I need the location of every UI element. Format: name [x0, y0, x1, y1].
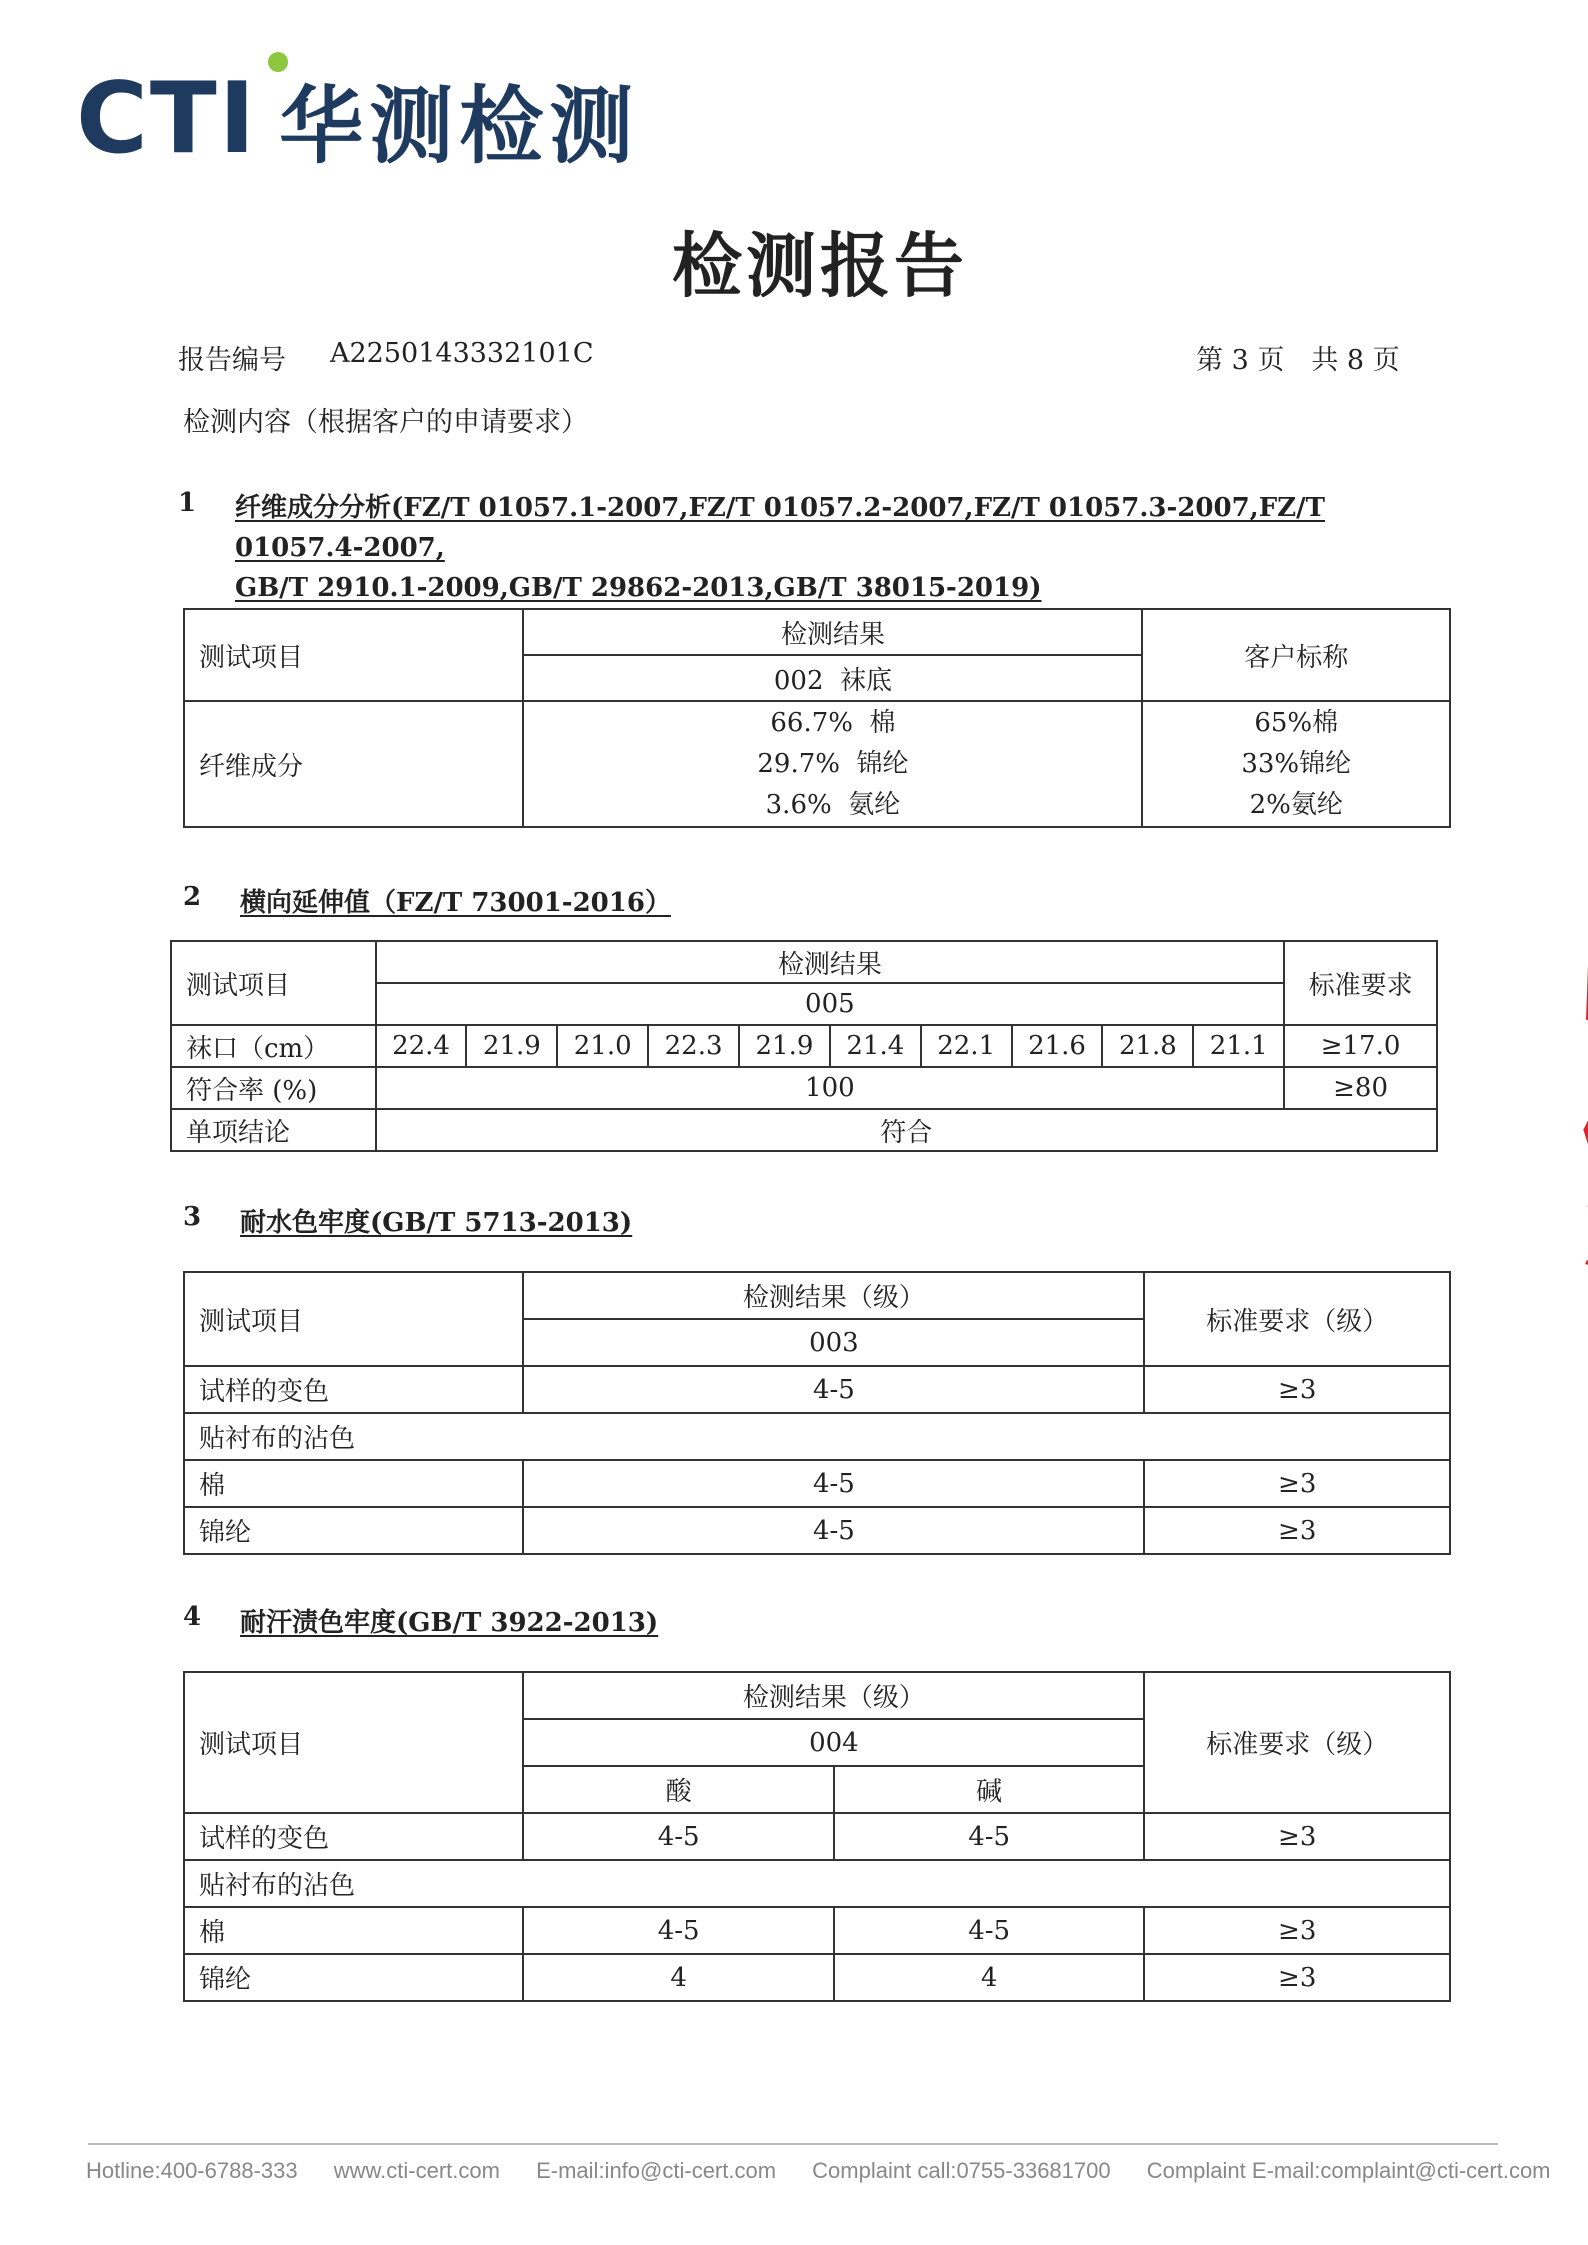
footer-complaint-call: Complaint call:0755-33681700 — [812, 2158, 1111, 2183]
page-title: 检测报告 — [672, 224, 968, 307]
s3-row-label: 棉 — [184, 1460, 523, 1507]
s3-h-sample: 003 — [523, 1319, 1144, 1366]
section1-title-line1: 纤维成分分析(FZ/T 01057.1-2007,FZ/T 01057.2-2007,FZ/T 01057.3-2007,FZ/T 01057.4-2007, — [235, 493, 1325, 563]
s4-row-acid: 4-5 — [523, 1907, 833, 1954]
logo-cti-text: CTI — [76, 62, 258, 176]
section3-title — [240, 1202, 632, 1239]
s2-row1-label: 袜口（cm） — [171, 1025, 376, 1067]
s1-claim-nylon: 33%锦纶 — [1241, 748, 1352, 779]
s1-claim-cotton: 65%棉 — [1254, 707, 1339, 738]
section3-table — [183, 1271, 1451, 1555]
s3-row-std: ≥3 — [1144, 1507, 1450, 1554]
s2-row3-label: 单项结论 — [171, 1109, 376, 1151]
content-intro: 检测内容（根据客户的申请要求） — [183, 407, 588, 438]
logo-chinese-text: 华测检测 — [279, 77, 640, 175]
s3-row-label: 贴衬布的沾色 — [184, 1413, 1450, 1460]
section2-number: 2 — [183, 882, 202, 912]
s3-row-value: 4-5 — [523, 1460, 1144, 1507]
s2-row1-value: 22.1 — [921, 1025, 1012, 1067]
s2-row1-value: 21.4 — [830, 1025, 921, 1067]
s2-h-std: 标准要求 — [1284, 941, 1437, 1025]
footer-hotline: Hotline:400-6788-333 — [86, 2158, 298, 2183]
s3-row-label: 锦纶 — [184, 1507, 523, 1554]
section3-number: 3 — [183, 1202, 202, 1232]
s4-row-label: 锦纶 — [184, 1954, 523, 2001]
s4-h-acid: 酸 — [523, 1766, 833, 1813]
s3-row-value: 4-5 — [523, 1507, 1144, 1554]
s4-row-std: ≥3 — [1144, 1954, 1450, 2001]
s3-h-item: 测试项目 — [184, 1272, 523, 1366]
section1-title-line2: GB/T 2910.1-2009,GB/T 29862-2013,GB/T 38015-2019) — [235, 573, 1042, 603]
s2-row1-value: 21.6 — [1012, 1025, 1103, 1067]
s2-row1-std: ≥17.0 — [1284, 1025, 1437, 1067]
page-info: 第 3 页 共 8 页 — [1196, 345, 1400, 376]
s4-row-alkali: 4 — [834, 1954, 1144, 2001]
s4-row-std: ≥3 — [1144, 1813, 1450, 1860]
s3-h-std: 标准要求（级） — [1144, 1272, 1450, 1366]
s2-row1-value: 21.1 — [1193, 1025, 1284, 1067]
s2-row2-std: ≥80 — [1284, 1067, 1437, 1109]
s2-row2-label: 符合率 (%) — [171, 1067, 376, 1109]
s2-row3-value: 符合 — [376, 1109, 1437, 1151]
section4-title-text: 耐汗渍色牢度(GB/T 3922-2013) — [240, 1608, 659, 1638]
s4-row-alkali: 4-5 — [834, 1813, 1144, 1860]
s4-row-label: 贴衬布的沾色 — [184, 1860, 1450, 1907]
report-no-label: 报告编号 — [178, 345, 286, 376]
s2-row1-value: 21.0 — [557, 1025, 648, 1067]
s4-row-std: ≥3 — [1144, 1907, 1450, 1954]
s2-row1-value: 21.8 — [1102, 1025, 1193, 1067]
s2-row2-value: 100 — [376, 1067, 1285, 1109]
section4-table — [183, 1671, 1451, 2002]
s2-row1-value: 21.9 — [739, 1025, 830, 1067]
section2-table — [170, 940, 1438, 1152]
section4-title — [240, 1602, 658, 1639]
section1-table — [183, 608, 1451, 828]
s4-h-std: 标准要求（级） — [1144, 1672, 1450, 1813]
footer — [86, 2158, 1581, 2184]
logo-dot-icon — [268, 52, 288, 72]
s4-row-alkali: 4-5 — [834, 1907, 1144, 1954]
s2-h-item: 测试项目 — [171, 941, 376, 1025]
footer-complaint-email[interactable]: Complaint E-mail:complaint@cti-cert.com — [1146, 2158, 1551, 2183]
s4-h-sample: 004 — [523, 1719, 1144, 1766]
s3-row-label: 试样的变色 — [184, 1366, 523, 1413]
s4-row-acid: 4-5 — [523, 1813, 833, 1860]
s1-row-label: 纤维成分 — [184, 701, 523, 827]
s4-row-label: 试样的变色 — [184, 1813, 523, 1860]
section4-number: 4 — [183, 1602, 202, 1632]
s4-row-label: 棉 — [184, 1907, 523, 1954]
section2-title — [240, 882, 671, 919]
footer-divider — [88, 2143, 1498, 2145]
section1-title — [235, 488, 1355, 608]
s1-claim-spandex: 2%氨纶 — [1249, 789, 1343, 820]
s1-h-claim: 客户标称 — [1142, 609, 1450, 701]
s2-h-sample: 005 — [376, 983, 1285, 1025]
s2-row1-value: 22.4 — [376, 1025, 467, 1067]
partial-seal-stamp-icon — [1556, 960, 1588, 1270]
company-logo — [76, 58, 640, 176]
s3-h-result: 检测结果（级） — [523, 1272, 1144, 1319]
s3-row-std: ≥3 — [1144, 1366, 1450, 1413]
s1-result-spandex: 3.6% 氨纶 — [765, 789, 901, 820]
s2-row1-value: 22.3 — [648, 1025, 739, 1067]
s4-h-item: 测试项目 — [184, 1672, 523, 1813]
s1-results-cell — [523, 701, 1142, 827]
s4-row-acid: 4 — [523, 1954, 833, 2001]
s4-h-result: 检测结果（级） — [523, 1672, 1144, 1719]
footer-email[interactable]: E-mail:info@cti-cert.com — [536, 2158, 777, 2183]
footer-website[interactable]: www.cti-cert.com — [333, 2158, 500, 2183]
s4-h-alkali: 碱 — [834, 1766, 1144, 1813]
s1-claims-cell — [1142, 701, 1450, 827]
s2-h-result: 检测结果 — [376, 941, 1285, 983]
section3-title-text: 耐水色牢度(GB/T 5713-2013) — [240, 1208, 633, 1238]
s1-h-sample: 002 袜底 — [523, 655, 1142, 701]
s1-h-item: 测试项目 — [184, 609, 523, 701]
s1-h-result: 检测结果 — [523, 609, 1142, 655]
s3-row-value: 4-5 — [523, 1366, 1144, 1413]
s1-result-nylon: 29.7% 锦纶 — [757, 748, 909, 779]
section1-number: 1 — [178, 488, 197, 518]
section2-title-text: 横向延伸值（FZ/T 73001-2016） — [240, 888, 671, 918]
s3-row-std: ≥3 — [1144, 1460, 1450, 1507]
report-no: A2250143332101C — [330, 338, 594, 369]
s1-result-cotton: 66.7% 棉 — [770, 707, 896, 738]
s2-row1-value: 21.9 — [466, 1025, 557, 1067]
